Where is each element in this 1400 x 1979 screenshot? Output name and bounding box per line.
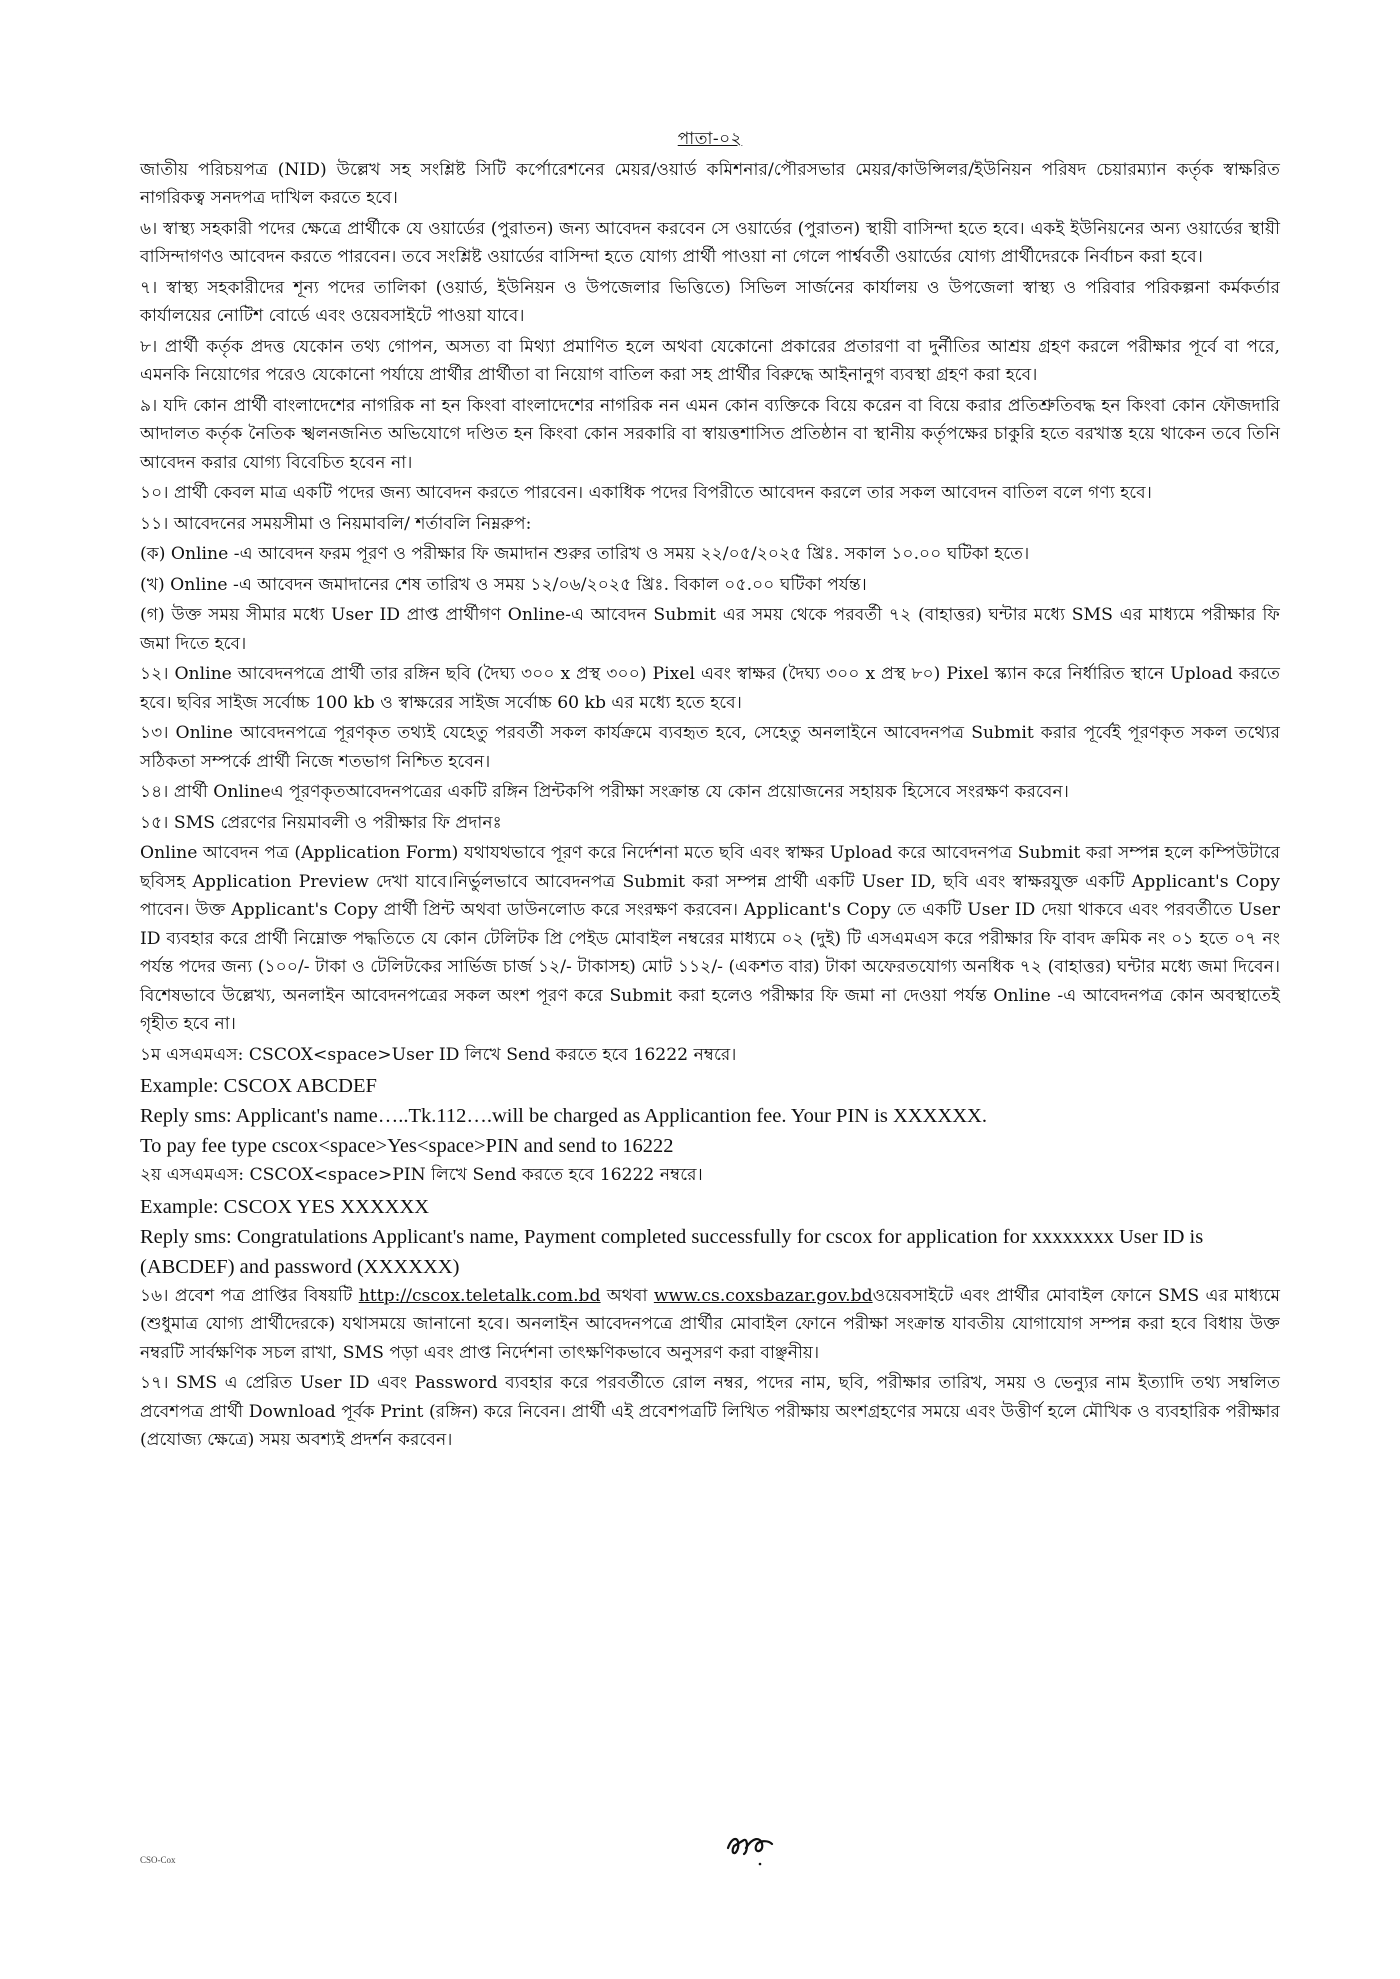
paragraph-10: ১০। প্রার্থী কেবল মাত্র একটি পদের জন্য আবেদন করতে পারবেন। একাধিক পদের বিপরীতে আবেদন করলে তার সকল আবেদন বাতিল বলে গণ্য হবে।	[140, 483, 1152, 503]
paragraph-11-ga: (গ) উক্ত সময় সীমার মধ্যে User ID প্রাপ্ত প্রার্থীগণ Online-এ আবেদন Submit এর সময় থেকে পরবর্তী ৭২ (বাহাত্তর) ঘন্টার মধ্যে SMS এর মাধ্যমে পরীক্ষার ফি জমা দিতে হবে।	[140, 605, 1280, 654]
paragraph-14: ১৪। প্রার্থী Onlineএ পূরণকৃতআবেদনপত্রের একটি রঙ্গিন প্রিন্টকপি পরীক্ষা সংক্রান্ত যে কোন প্রয়োজনের সহায়ক হিসেবে সংরক্ষণ করবেন।	[140, 782, 1069, 802]
paragraph-16	[140, 1282, 1280, 1368]
paragraph-nid: জাতীয় পরিচয়পত্র (NID) উল্লেখ সহ সংশ্লিষ্ট সিটি কর্পোরেশনের মেয়র/ওয়ার্ড কমিশনার/পৌরসভার মেয়র/কাউন্সিলর/ইউনিয়ন পরিষদ চেয়ারম্যান কর্তৃক স্বাক্ষরিত নাগরিকত্ব সনদপত্র দাখিল করতে হবে।	[140, 159, 1280, 208]
paragraph-12: ১২। Online আবেদনপত্রে প্রার্থী তার রঙ্গিন ছবি (দৈঘ্য ৩০০ x প্রস্থ ৩০০) Pixel এবং স্বাক্ষর (দৈঘ্য ৩০০ x প্রস্থ ৮০) Pixel স্ক্যান করে নির্ধারিত স্থানে Upload করতে হবে। ছবির সাইজ সর্বোচ্চ 100 kb ও স্বাক্ষরের সাইজ সর্বোচ্চ 60 kb এর মধ্যে হতে হবে।	[140, 664, 1280, 713]
sms-2-instruction: ২য় এসএমএস: CSCOX<space>PIN লিখে Send করতে হবে 16222 নম্বরে।	[140, 1165, 703, 1185]
signature-mark	[720, 1818, 780, 1868]
sms-1-example: Example: CSCOX ABCDEF	[140, 1075, 377, 1097]
page-number: পাতা-০২	[677, 129, 743, 149]
sms-1-reply: Reply sms: Applicant's name…..Tk.112….will be charged as Applicantion fee. Your PIN is XXXXXX.	[140, 1105, 987, 1127]
paragraph-9: ৯। যদি কোন প্রার্থী বাংলাদেশের নাগরিক না হন কিংবা বাংলাদেশের নাগরিক নন এমন কোন ব্যক্তিকে বিয়ে করেন বা বিয়ে করার প্রতিশ্রুতিবদ্ধ হন কিংবা কোন ফৌজদারি আদালত কর্তৃক নৈতিক স্খলনজনিত অভিযোগে দণ্ডিত হন কিংবা কোন সরকারি বা স্বায়ত্তশাসিত প্রতিষ্ঠান বা স্থানীয় কর্তৃপক্ষের চাকুরি হতে বরখাস্ত হয়ে থাকেন তবে তিনি আবেদন করার যোগ্য বিবেচিত হবেন না।	[140, 395, 1280, 473]
paragraph-16-rest: ওয়েবসাইটে এবং প্রার্থীর মোবাইল ফোনে SMS এর মাধ্যমে (শুধুমাত্র যোগ্য প্রার্থীদেরকে) যথাসময়ে জানানো হবে। অনলাইন আবেদনপত্রে প্রার্থীর মোবাইল ফোনে পরীক্ষা সংক্রান্ত যাবতীয় যোগাযোগ সম্পন্ন করা হবে বিধায় উক্ত নম্বরটি সার্বক্ষণিক সচল রাখা, SMS পড়া এবং প্রাপ্ত নির্দেশনা তাৎক্ষণিকভাবে অনুসরণ করা বাঞ্ছনীয়।	[140, 1285, 1280, 1363]
sms-1-reply-2: To pay fee type cscox<space>Yes<space>PIN and send to 16222	[140, 1135, 674, 1157]
paragraph-16-lead: ১৬। প্রবেশ পত্র প্রাপ্তির বিষয়টি	[140, 1285, 359, 1306]
paragraph-15-body: Online আবেদন পত্র (Application Form) যথাযথভাবে পূরণ করে নির্দেশনা মতে ছবি এবং স্বাক্ষর Upload করে আবেদনপত্র Submit করা সম্পন্ন হলে কম্পিউটারে ছবিসহ Application Preview দেখা যাবে।নির্ভুলভাবে আবেদনপত্র Submit করা সম্পন্ন প্রার্থী একটি User ID, ছবি এবং স্বাক্ষরযুক্ত একটি Applicant's Copy পাবেন। উক্ত Applicant's Copy প্রার্থী প্রিন্ট অথবা ডাউনলোড করে সংরক্ষণ করবেন। Applicant's Copy তে একটি User ID দেয়া থাকবে এবং পরবর্তীতে User ID ব্যবহার করে প্রার্থী নিম্নোক্ত পদ্ধতিতে যে কোন টেলিটক প্রি পেইড মোবাইল নম্বরের মাধ্যমে ০২ (দুই) টি এসএমএস করে পরীক্ষার ফি বাবদ ক্রমিক নং ০১ হতে ০৭ নং পর্যন্ত পদের জন্য (১০০/- টাকা ও টেলিটকের সার্ভিজ চার্জ ১২/- টাকাসহ) মোট ১১২/- (একশত বার) টাকা অফেরতযোগ্য অনধিক ৭২ (বাহাত্তর) ঘন্টার মধ্যে জমা দিবেন। বিশেষভাবে উল্লেখ্য, অনলাইন আবেদনপত্রের সকল অংশ পূরণ করে Submit করা হলেও পরীক্ষার ফি জমা না দেওয়া পর্যন্ত Online -এ আবেদনপত্র কোন অবস্থাতেই গৃহীত হবে না।	[140, 843, 1280, 1034]
paragraph-8: ৮। প্রার্থী কর্তৃক প্রদত্ত যেকোন তথ্য গোপন, অসত্য বা মিথ্যা প্রমাণিত হলে অথবা যেকোনো প্রকারের প্রতারণা বা দুর্নীতির আশ্রয় গ্রহণ করলে পরীক্ষার পূর্বে বা পরে, এমনকি নিয়োগের পরেও যেকোনো পর্যায়ে প্রার্থীর প্রার্থীতা বা নিয়োগ বাতিল করা সহ প্রার্থীর বিরুদ্ধে আইনানুগ ব্যবস্থা গ্রহণ করা হবে।	[140, 336, 1280, 385]
paragraph-11-ka: (ক) Online -এ আবেদন ফরম পূরণ ও পরীক্ষার ফি জমাদান শুরুর তারিখ ও সময় ২২/০৫/২০২৫ খ্রিঃ. সকাল ১০.০০ ঘটিকা হতে।	[140, 544, 1030, 564]
paragraph-11-kha: (খ) Online -এ আবেদন জমাদানের শেষ তারিখ ও সময় ১২/০৬/২০২৫ খ্রিঃ. বিকাল ০৫.০০ ঘটিকা পর্যন্ত।	[140, 574, 867, 595]
sms-1-instruction: ১ম এসএমএস: CSCOX<space>User ID লিখে Send করতে হবে 16222 নম্বরে।	[140, 1044, 737, 1065]
paragraph-16-or: অথবা	[600, 1285, 654, 1306]
paragraph-7: ৭। স্বাস্থ্য সহকারীদের শূন্য পদের তালিকা (ওয়ার্ড, ইউনিয়ন ও উপজেলার ভিত্তিতে) সিভিল সার্জনের কার্যালয় ও উপজেলা স্বাস্থ্য ও পরিবার পরিকল্পনা কর্মকর্তার কার্যালয়ের নোটিশ বোর্ডে এবং ওয়েবসাইটে পাওয়া যাবে।	[140, 277, 1280, 326]
teletalk-link[interactable]: http://cscox.teletalk.com.bd	[358, 1285, 601, 1306]
sms-2-reply: Reply sms: Congratulations Applicant's name, Payment completed successfully for cscox for application for xxxxxxxx User ID is (ABCDEF) and password (XXXXXX)	[140, 1225, 1204, 1278]
paragraph-11: ১১। আবেদনের সময়সীমা ও নিয়মাবলি/ শর্তাবলি নিম্নরুপ:	[140, 513, 532, 534]
paragraph-6: ৬। স্বাস্থ্য সহকারী পদের ক্ষেত্রে প্রার্থীকে যে ওয়ার্ডের (পুরাতন) জন্য আবেদন করবেন সে ওয়ার্ডের (পুরাতন) স্থায়ী বাসিন্দা হতে হবে। একই ইউনিয়নের অন্য ওয়ার্ডের স্থায়ী বাসিন্দাগণও আবেদন করতে পারবেন। তবে সংশ্লিষ্ট ওয়ার্ডের বাসিন্দা হতে যোগ্য প্রার্থী পাওয়া না গেলে পার্শ্ববর্তী ওয়ার্ডের যোগ্য প্রার্থীদেরকে নির্বাচন করা হবে।	[140, 218, 1280, 267]
paragraph-13: ১৩। Online আবেদনপত্রে পূরণকৃত তথ্যই যেহেতু পরবর্তী সকল কার্যক্রমে ব্যবহৃত হবে, সেহেতু অনলাইনে আবেদনপত্র Submit করার পূর্বেই পূরণকৃত সকল তথ্যের সঠিকতা সম্পর্কে প্রার্থী নিজে শতভাগ নিশ্চিত হবেন।	[140, 723, 1280, 772]
footer-code: CSO-Cox	[140, 1855, 176, 1865]
sms-2-example: Example: CSCOX YES XXXXXX	[140, 1195, 430, 1218]
paragraph-17: ১৭। SMS এ প্রেরিত User ID এবং Password ব্যবহার করে পরবর্তীতে রোল নম্বর, পদের নাম, ছবি, পরীক্ষার তারিখ, সময় ও ভেন্যুর নাম ইত্যাদি তথ্য সম্বলিত প্রবেশপত্র প্রার্থী Download পূর্বক Print (রঙ্গিন) করে নিবেন। প্রার্থী এই প্রবেশপত্রটি লিখিত পরীক্ষায় অংশগ্রহণের সময়ে এবং উত্তীর্ণ হলে মৌখিক ও ব্যবহারিক পরীক্ষার (প্রযোজ্য ক্ষেত্রে) সময় অবশ্যই প্রদর্শন করবেন।	[140, 1373, 1280, 1450]
cs-coxsbazar-link[interactable]: www.cs.coxsbazar.gov.bd	[653, 1285, 873, 1306]
paragraph-15: ১৫। SMS প্রেরণের নিয়মাবলী ও পরীক্ষার ফি প্রদানঃ	[140, 812, 502, 833]
document-page	[140, 125, 1280, 1457]
